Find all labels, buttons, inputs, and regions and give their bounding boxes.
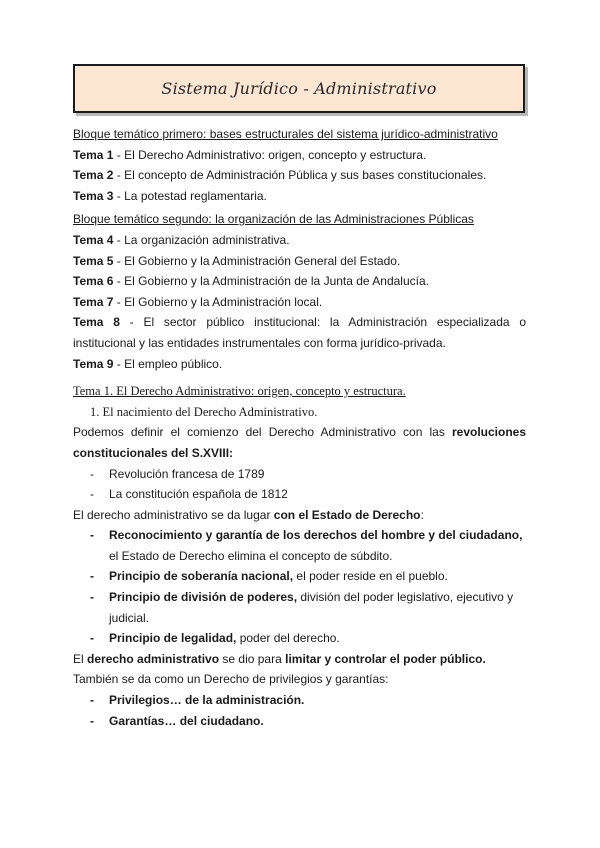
list-item: - La constitución española de 1812 — [90, 487, 288, 502]
estado-paragraph: El derecho administrativo se da lugar con el Estado de Derecho: — [73, 507, 424, 522]
tema-6: Tema 6 - El Gobierno y la Administración de la Junta de Andalucía. — [73, 274, 429, 289]
list-item: - Garantías… del ciudadano. — [90, 713, 264, 728]
tema-2: Tema 2 - El concepto de Administración Pública y sus bases constitucionales. — [73, 168, 487, 183]
section-heading: Tema 1. El Derecho Administrativo: origen, concepto y estructura. — [73, 384, 406, 399]
tema-8-continuation: institucional y las entidades instrumentales con forma jurídico-privada. — [73, 335, 446, 350]
title-box — [73, 64, 525, 113]
privileges-intro: También se da como un Derecho de privilegios y garantías: — [73, 672, 389, 687]
tema-5: Tema 5 - El Gobierno y la Administración General del Estado. — [73, 253, 401, 268]
tema-8: Tema 8 - El sector público institucional: la Administración especializada o — [73, 315, 526, 330]
privileges-list — [73, 690, 526, 731]
list-item: - Principio de soberanía nacional, el poder reside en el pueblo. — [90, 569, 448, 584]
list-item: - Privilegios… de la administración. — [90, 693, 305, 708]
list-item: - Reconocimiento y garantía de los derechos del hombre y del ciudadano, el Estado de Derecho elimina el concepto de súbdito. — [90, 528, 523, 563]
tema-4: Tema 4 - La organización administrativa. — [73, 232, 290, 247]
limit-paragraph: El derecho administrativo se dio para limitar y controlar el poder público. — [73, 651, 486, 666]
document-body — [73, 124, 526, 731]
tema-1: Tema 1 - El Derecho Administrativo: origen, concepto y estructura. — [73, 147, 427, 162]
principles-list — [73, 525, 526, 649]
block1-heading: Bloque temático primero: bases estructurales del sistema jurídico-administrativo — [73, 127, 498, 141]
intro-paragraph: Podemos definir el comienzo del Derecho Administrativo con las revoluciones constitucionales del S.XVIII: — [73, 425, 526, 460]
list-item: - Principio de legalidad, poder del derecho. — [90, 631, 340, 646]
section-subheading: 1. El nacimiento del Derecho Administrativo. — [90, 404, 318, 419]
list-item: - Principio de división de poderes, división del poder legislativo, ejecutivo y judicial. — [90, 590, 514, 625]
block2-heading: Bloque temático segundo: la organización de las Administraciones Públicas — [73, 212, 474, 227]
document-title: Sistema Jurídico - Administrativo — [161, 79, 437, 98]
revolutions-list — [73, 464, 526, 505]
list-item: - Revolución francesa de 1789 — [90, 466, 265, 481]
tema-3: Tema 3 - La potestad reglamentaria. — [73, 188, 267, 203]
tema-7: Tema 7 - El Gobierno y la Administración local. — [73, 294, 323, 309]
tema-9: Tema 9 - El empleo público. — [73, 356, 223, 371]
